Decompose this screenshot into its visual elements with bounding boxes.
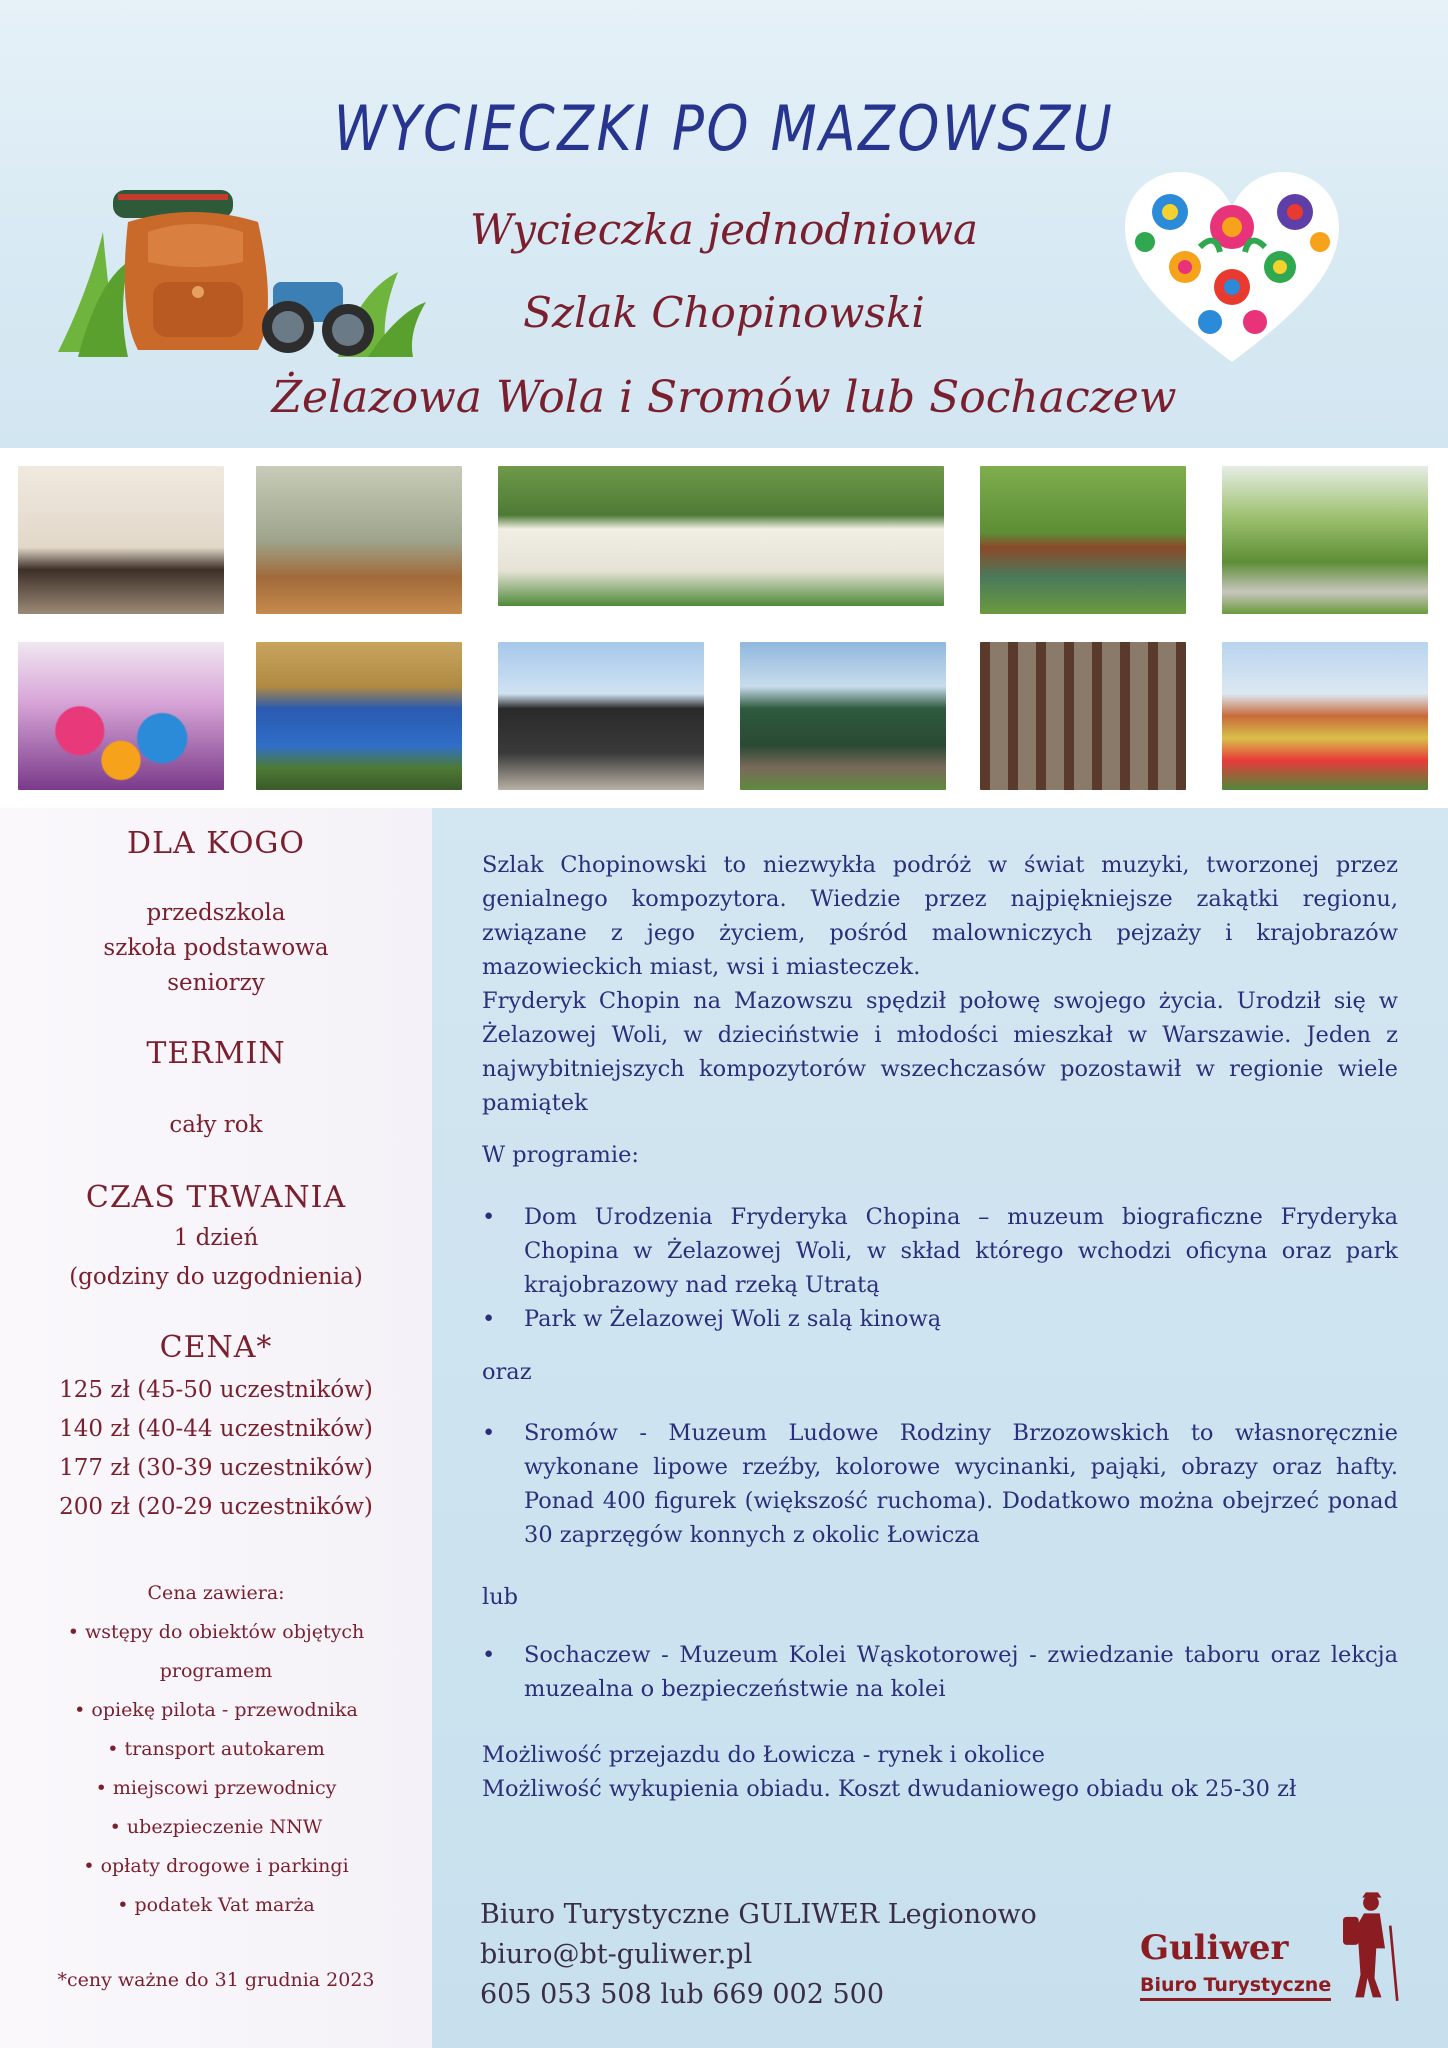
company-name: Biuro Turystyczne GULIWER Legionowo — [480, 1899, 1037, 1930]
bullet-icon: • — [482, 1204, 496, 1230]
duration-heading: CZAS TRWANIA — [85, 1180, 347, 1215]
photo-steam-train-2 — [740, 642, 946, 790]
hiker-icon — [1336, 1890, 1406, 2005]
photo-gallery — [0, 448, 1448, 808]
email-link[interactable]: biuro@bt-guliwer.pl — [480, 1939, 753, 1970]
binoculars-icon — [262, 282, 374, 356]
for-whom-item: seniorzy — [167, 970, 265, 996]
backpack-illustration — [58, 172, 428, 362]
logo-name: Guliwer — [1140, 1928, 1289, 1968]
term-heading: TERMIN — [146, 1036, 286, 1071]
logo-tagline: Biuro Turystyczne — [1140, 1974, 1331, 2001]
description-panel — [432, 808, 1448, 2048]
photo-steam-train-1 — [498, 642, 704, 790]
subtitle-places: Żelazowa Wola i Sromów lub Sochaczew — [271, 372, 1177, 423]
guliwer-logo — [1136, 1890, 1426, 2020]
page-title: WYCIECZKI PO MAZOWSZU — [333, 92, 1115, 165]
bullet-icon: • — [482, 1306, 496, 1332]
info-sidebar — [0, 808, 432, 2048]
photo-park-bridge — [980, 466, 1186, 614]
bullet-icon: • — [482, 1420, 496, 1446]
program-item — [482, 1302, 1398, 1336]
phone-numbers: 605 053 508 lub 669 002 500 — [480, 1979, 885, 2010]
intro-paragraph-chopin: Fryderyk Chopin na Mazowszu spędził połowę swojego życia. Urodził się w Żelazowej Woli, w dzieciństwie i młodości mieszkał w Warszawie. Jeden z najwybitniejszych kompozytorów wszechczasów pozostawił w regionie wiele pamiątek — [482, 988, 1398, 1116]
price-row: 177 zł (30-39 uczestników) — [59, 1455, 373, 1481]
photo-town-square — [1222, 642, 1428, 790]
program-item-text: Sromów - Muzeum Ludowe Rodziny Brzozowskich to własnoręcznie wykonane lipowe rzeźby, kolorowe wycinanki, pająki, obrazy oraz hafty. Ponad 400 figurek (większość ruchoma). Dodatkowo można obejrzeć ponad 30 zaprzęgów konnych z okolic Łowicza — [524, 1420, 1398, 1548]
term-value: cały rok — [169, 1112, 263, 1138]
photo-piano-room — [18, 466, 224, 614]
duration-note: (godziny do uzgodnienia) — [69, 1264, 363, 1290]
for-whom-heading: DLA KOGO — [127, 826, 305, 861]
price-includes-item: • opłaty drogowe i parkingi — [83, 1855, 349, 1877]
price-row: 200 zł (20-29 uczestników) — [59, 1494, 373, 1520]
program-item — [482, 1638, 1398, 1706]
photo-modern-building — [980, 642, 1186, 790]
price-includes-item: • miejscowi przewodnicy — [95, 1777, 337, 1799]
price-includes-item: • wstępy do obiektów objętych — [67, 1621, 365, 1643]
photo-chopin-manor — [498, 466, 944, 606]
program-item-text: Sochaczew - Muzeum Kolei Wąskotorowej - zwiedzanie taboru oraz lekcja muzealna o bezpieczeństwie na kolei — [524, 1642, 1398, 1702]
program-item — [482, 1200, 1398, 1302]
subtitle-trip-type: Wycieczka jednodniowa — [469, 205, 979, 254]
program-item-text: Dom Urodzenia Fryderyka Chopina – muzeum biograficzne Fryderyka Chopina w Żelazowej Woli, w skład którego wchodzi oficyna oraz park krajobrazowy nad rzeką Utratą — [524, 1204, 1398, 1298]
photo-folk-decorations — [18, 642, 224, 790]
price-includes-item: • podatek Vat marża — [117, 1894, 315, 1916]
intro-paragraph: Szlak Chopinowski to niezwykła podróż w świat muzyki, tworzonej przez genialnego kompozytora. Wiedzie przez najpiękniejsze zakątki regionu, związane z jego życiem, pośród malowniczych pejzaży i krajobrazów mazowieckich miast, wsi i miasteczek. — [482, 852, 1398, 980]
program-item — [482, 1416, 1398, 1552]
lub-label: lub — [482, 1584, 519, 1610]
photo-folk-figures — [256, 642, 462, 790]
subtitle-route: Szlak Chopinowski — [523, 288, 925, 337]
price-includes-item: • transport autokarem — [107, 1738, 325, 1760]
folk-heart-icon — [1125, 172, 1339, 368]
price-includes-item: programem — [159, 1660, 273, 1682]
header-banner — [0, 0, 1448, 448]
price-heading: CENA* — [159, 1330, 273, 1365]
program-label: W programie: — [482, 1142, 639, 1168]
price-row: 140 zł (40-44 uczestników) — [59, 1416, 373, 1442]
extra-option: Możliwość przejazdu do Łowicza - rynek i okolice — [482, 1742, 1045, 1768]
backpack-icon — [113, 190, 268, 350]
program-item-text: Park w Żelazowej Woli z salą kinową — [524, 1306, 942, 1332]
price-row: 125 zł (45-50 uczestników) — [59, 1377, 373, 1403]
duration-value: 1 dzień — [173, 1225, 259, 1251]
oraz-label: oraz — [482, 1359, 532, 1385]
price-includes-item: • ubezpieczenie NNW — [109, 1816, 323, 1838]
price-includes-item: • opiekę pilota - przewodnika — [74, 1699, 358, 1721]
bullet-icon: • — [482, 1642, 496, 1668]
for-whom-item: szkoła podstawowa — [103, 935, 329, 961]
for-whom-item: przedszkola — [146, 900, 286, 926]
photo-salon-interior — [256, 466, 462, 614]
price-footnote: *ceny ważne do 31 grudnia 2023 — [57, 1969, 375, 1991]
price-includes-heading: Cena zawiera: — [147, 1582, 285, 1604]
photo-park-path — [1222, 466, 1428, 614]
extra-option: Możliwość wykupienia obiadu. Koszt dwudaniowego obiadu ok 25-30 zł — [482, 1776, 1297, 1802]
